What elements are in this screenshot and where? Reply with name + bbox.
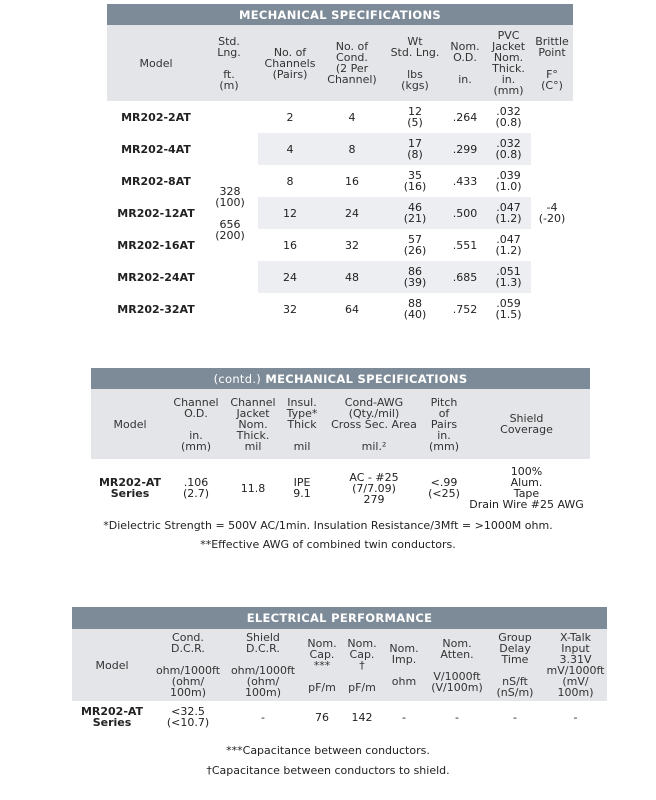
contd-prefix: (contd.) xyxy=(213,372,262,386)
jacket-cell: .047 (1.2) xyxy=(495,233,522,257)
table-row xyxy=(107,101,573,133)
mechanical-specs-header xyxy=(107,25,573,101)
model-cell: MR202-2AT xyxy=(121,110,191,124)
channels-cell: 16 xyxy=(283,238,297,252)
nom-atten-cell: - xyxy=(455,710,459,724)
mechanical-specs-table xyxy=(107,4,573,327)
col-xtalk: X-Talk Input 3.31V mV/1000ft (mV/ 100m) xyxy=(546,631,605,699)
weight-cell: 86 (39) xyxy=(403,265,427,289)
jacket-cell: .059 (1.5) xyxy=(495,297,522,321)
xtalk-cell: - xyxy=(573,710,578,724)
cond-dcr-cell: <32.5 (<10.7) xyxy=(166,705,210,729)
shield-cell: 100% Alum. Tape Drain Wire #25 AWG xyxy=(469,465,584,511)
weight-cell: 17 (8) xyxy=(407,137,423,161)
channels-cell: 24 xyxy=(283,270,297,284)
brittle-point-cell: -4 (-20) xyxy=(538,201,566,225)
contd-mechanical-specs-title xyxy=(91,368,590,389)
table-row xyxy=(107,133,573,165)
col-cond-awg: Cond-AWG (Qty./mil) Cross Sec. Area mil.² xyxy=(331,395,417,453)
model-cell: MR202-16AT xyxy=(117,238,195,252)
col-nom-atten: Nom. Atten. V/1000ft (V/100m) xyxy=(431,636,483,694)
table-row xyxy=(107,261,573,293)
cond-cell: 4 xyxy=(348,110,356,124)
channel-od-cell: .106 (2.7) xyxy=(182,476,210,500)
table-row xyxy=(72,701,607,733)
jacket-cell: .039 (1.0) xyxy=(495,169,522,193)
table-row xyxy=(107,229,573,261)
col-channels: No. of Channels (Pairs) xyxy=(264,45,316,81)
model-cell: MR202-32AT xyxy=(117,302,195,316)
col-model: Model xyxy=(139,56,173,70)
pitch-cell: <.99 (<25) xyxy=(428,476,460,500)
cond-cell: 48 xyxy=(345,270,359,284)
table-row xyxy=(107,197,573,229)
channels-cell: 12 xyxy=(283,206,297,220)
contd-header xyxy=(91,389,590,459)
col-pitch: Pitch of Pairs in. (mm) xyxy=(428,395,459,453)
od-cell: .685 xyxy=(452,270,478,284)
jacket-cell: .032 (0.8) xyxy=(495,137,522,161)
od-cell: .264 xyxy=(452,110,478,124)
col-std-length: Std. Lng. ft. (m) xyxy=(217,34,241,92)
cond-cell: 16 xyxy=(345,174,359,188)
weight-cell: 57 (26) xyxy=(403,233,427,257)
cond-cell: 64 xyxy=(345,302,359,316)
col-nom-cap-1: Nom. Cap. *** pF/m xyxy=(307,636,337,694)
weight-cell: 12 (5) xyxy=(407,105,423,129)
jacket-cell: .051 (1.3) xyxy=(495,265,522,289)
contd-title-text: MECHANICAL SPECIFICATIONS xyxy=(265,372,468,386)
mechanical-specs-title: MECHANICAL SPECIFICATIONS xyxy=(107,4,573,25)
cond-cell: 8 xyxy=(348,142,356,156)
dielectric-note: *Dielectric Strength = 500V AC/1min. Insulation Resistance/3Mft = >1000M ohm. xyxy=(103,519,553,532)
col-shield: Shield Coverage xyxy=(500,412,553,436)
col-od: Nom. O.D. in. xyxy=(450,40,480,86)
od-cell: .433 xyxy=(452,174,478,188)
jacket-cell: .047 (1.2) xyxy=(495,201,522,225)
nom-imp-cell: - xyxy=(402,710,406,724)
col-jacket: PVC Jacket Nom. Thick. in. (mm) xyxy=(491,29,526,97)
capacitance-shield-note: †Capacitance between conductors to shield. xyxy=(206,764,450,777)
od-cell: .551 xyxy=(452,238,478,252)
col-nom-imp: Nom. Imp. ohm xyxy=(389,642,419,688)
col-weight: Wt Std. Lng. lbs (kgs) xyxy=(390,34,440,92)
od-cell: .752 xyxy=(452,302,478,316)
cond-cell: 24 xyxy=(345,206,359,220)
col-group-delay: Group Delay Time nS/ft (nS/m) xyxy=(496,631,534,699)
channels-cell: 32 xyxy=(283,302,297,316)
col-conductors: No. of Cond. (2 Per Channel) xyxy=(327,40,377,86)
model-cell: MR202-4AT xyxy=(121,142,191,156)
channel-jacket-cell: 11.8 xyxy=(240,481,266,495)
shield-dcr-cell: - xyxy=(261,710,265,724)
electrical-performance-table xyxy=(72,607,607,733)
electrical-header xyxy=(72,629,607,701)
model-cell: MR202-AT Series xyxy=(80,705,144,729)
channels-cell: 4 xyxy=(286,142,294,156)
col-brittle: Brittle Point F° (C°) xyxy=(535,34,569,92)
cond-awg-cell: AC - #25 (7/7.09) 279 xyxy=(349,470,399,506)
table-row xyxy=(107,165,573,197)
od-cell: .299 xyxy=(452,142,478,156)
nom-cap-2-cell: 142 xyxy=(351,710,373,724)
col-insul-type: Insul. Type* Thick mil xyxy=(286,395,318,453)
model-cell: MR202-8AT xyxy=(121,174,191,188)
insul-cell: IPE 9.1 xyxy=(293,476,311,500)
std-length-cell: 328 (100) 656 (200) xyxy=(215,184,245,242)
col-cond-dcr: Cond. D.C.R. ohm/1000ft (ohm/ 100m) xyxy=(155,631,221,699)
jacket-cell: .032 (0.8) xyxy=(495,105,522,129)
table-row xyxy=(107,293,573,325)
table-row xyxy=(91,459,590,517)
group-delay-cell: - xyxy=(513,710,517,724)
channels-cell: 2 xyxy=(286,110,294,124)
weight-cell: 46 (21) xyxy=(403,201,427,225)
model-cell: MR202-AT Series xyxy=(98,476,162,500)
nom-cap-1-cell: 76 xyxy=(315,710,329,724)
model-cell: MR202-12AT xyxy=(117,206,195,220)
cond-cell: 32 xyxy=(345,238,359,252)
col-shield-dcr: Shield D.C.R. ohm/1000ft (ohm/ 100m) xyxy=(230,631,296,699)
col-channel-od: Channel O.D. in. (mm) xyxy=(173,395,219,453)
od-cell: .500 xyxy=(452,206,478,220)
col-channel-jacket: Channel Jacket Nom. Thick. mil xyxy=(230,395,276,453)
channels-cell: 8 xyxy=(286,174,294,188)
contd-mechanical-specs-table xyxy=(91,368,590,517)
capacitance-conductors-note: ***Capacitance between conductors. xyxy=(226,744,430,757)
weight-cell: 35 (16) xyxy=(403,169,427,193)
awg-note: **Effective AWG of combined twin conductors. xyxy=(200,538,456,551)
electrical-performance-title: ELECTRICAL PERFORMANCE xyxy=(72,607,607,629)
col-nom-cap-2: Nom. Cap. † pF/m xyxy=(347,636,377,694)
col-model: Model xyxy=(113,417,147,431)
col-model: Model xyxy=(95,658,129,672)
model-cell: MR202-24AT xyxy=(117,270,195,284)
weight-cell: 88 (40) xyxy=(403,297,427,321)
